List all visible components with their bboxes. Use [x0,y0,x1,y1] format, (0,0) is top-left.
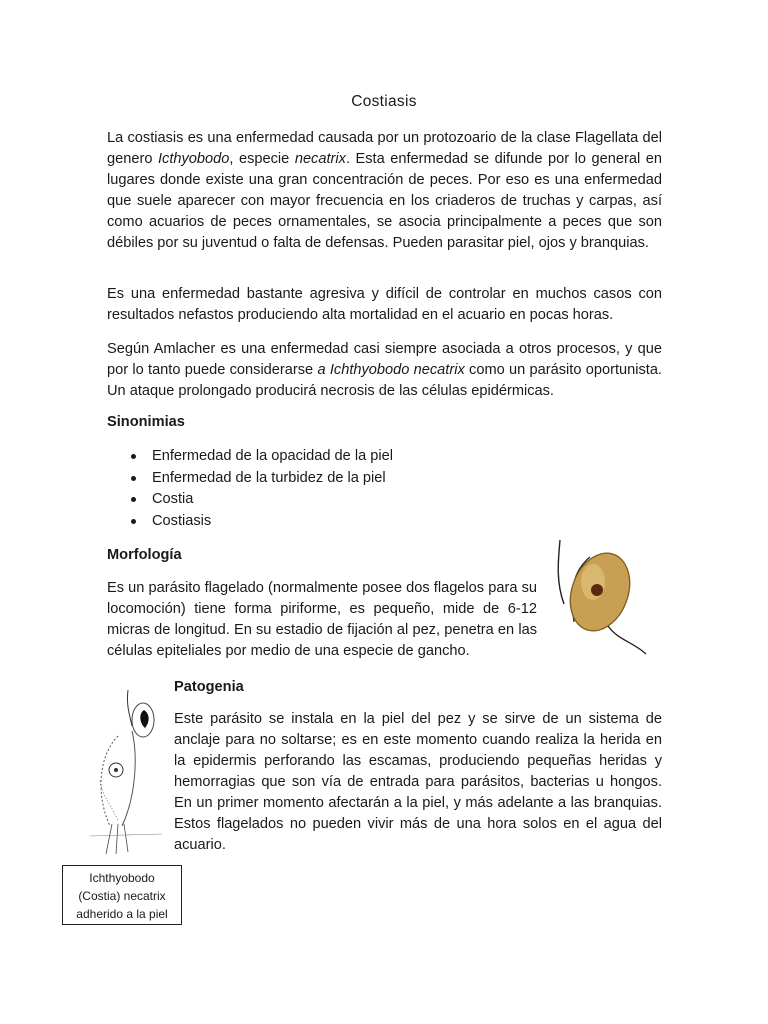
morfologia-heading: Morfología [107,547,182,563]
list-item: Costia [131,489,393,511]
aggressiveness-paragraph: Es una enfermedad bastante agresiva y difícil de controlar en muchos casos con resultados nefastos produciendo alta mortalidad en el acuario en pocas horas. [107,286,662,323]
flagellate-cell-icon [538,522,656,670]
amlacher-paragraph: Según Amlacher es una enfermedad casi siempre asociada a otros procesos, y que por lo tanto puede considerarse a Ichthyobodo necatrix como un parásito oportunista. Un ataque prolongado producirá necrosis de las células epidérmicas. [107,341,662,399]
morfologia-paragraph: Es un parásito flagelado (normalmente posee dos flagelos para su locomoción) tiene forma piriforme, es pequeño, mide de 6-12 micras de longitud. En su estadio de fijación al pez, penetra en las células epiteliales por medio de una especie de gancho. [107,580,537,659]
figure-caption: Ichthyobodo (Costia) necatrix adherido a la piel [62,865,182,925]
species-name: necatrix [294,151,346,167]
list-item: Costiasis [131,511,393,533]
parasite-sketch-icon [88,686,164,858]
sinonimias-heading: Sinonimias [107,414,185,430]
sinonimias-list [131,446,393,532]
attached-parasite-illustration [88,686,164,858]
page-title: Costiasis [351,93,417,110]
list-item: Enfermedad de la opacidad de la piel [131,446,393,468]
intro-paragraph: La costiasis es una enfermedad causada por un protozoario de la clase Flagellata del genero Icthyobodo, especie necatrix. Esta enfermedad se difunde por lo general en lugares donde existe una gran concentración de peces. Por eso es una enfermedad que suele aparecer con mayor frecuencia en los criaderos de truchas y carpas, así como acuarios de peces ornamentales, se asocia principalmente a peces que son débiles por su juventud o falta de defensas. Pueden parasitar piel, ojos y branquias. [107,130,663,251]
parasite-illustration [538,522,656,670]
patogenia-heading: Patogenia [174,679,244,695]
genus-name: Icthyobodo [157,151,230,167]
patogenia-paragraph: Este parásito se instala en la piel del pez y se sirve de un sistema de anclaje para no soltarse; es en este momento cuando realiza la herida en la epidermis perforando las escamas, produciendo pequeñas heridas y hemorragias que son vía de entrada para parásitos, bacterias u hongos. En un primer momento afectarán a la piel, y más adelante a las branquias. Estos flagelados no pueden vivir más de una hora solos en el agua del acuario. [174,711,662,853]
list-item: Enfermedad de la turbidez de la piel [131,468,393,490]
species-italic: a Ichthyobodo necatrix [317,362,465,378]
